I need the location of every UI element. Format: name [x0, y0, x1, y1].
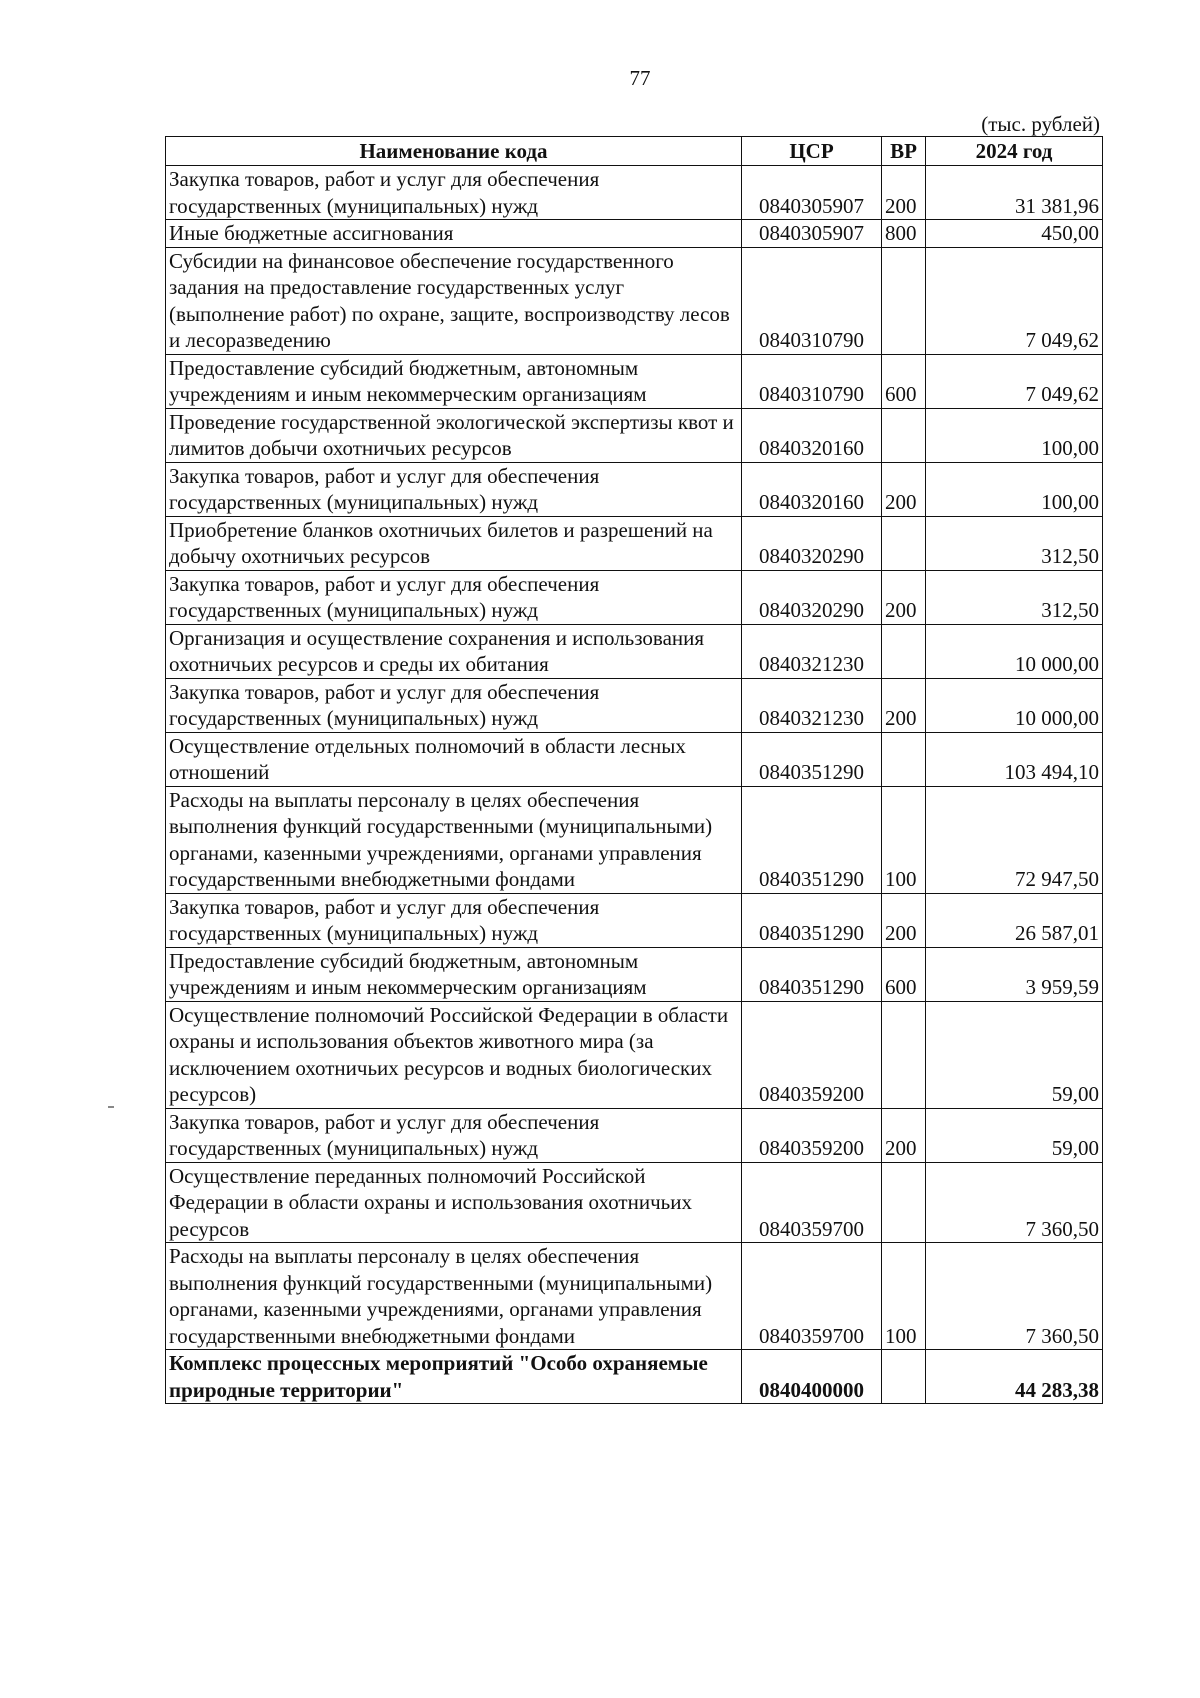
cell-csr: 0840351290: [742, 786, 882, 893]
table-row: [166, 1350, 1103, 1404]
cell-sum: 312,50: [926, 516, 1103, 570]
cell-csr: 0840359700: [742, 1243, 882, 1350]
cell-name: Осуществление отдельных полномочий в области лесных отношений: [166, 732, 742, 786]
cell-sum: 7 360,50: [926, 1243, 1103, 1350]
cell-sum: 26 587,01: [926, 893, 1103, 947]
cell-sum: 7 049,62: [926, 247, 1103, 354]
table-row: [166, 247, 1103, 354]
cell-csr: 0840320290: [742, 570, 882, 624]
table-row: [166, 570, 1103, 624]
header-name: Наименование кода: [166, 137, 742, 166]
unit-label: (тыс. рублей): [981, 112, 1100, 136]
table-row: [166, 220, 1103, 248]
cell-sum: 450,00: [926, 220, 1103, 248]
cell-name: Субсидии на финансовое обеспечение государственного задания на предоставление государственных услуг (выполнение работ) по охране, защите, воспроизводству лесов и лесоразведению: [166, 247, 742, 354]
cell-name: Закупка товаров, работ и услуг для обеспечения государственных (муниципальных) нужд: [166, 166, 742, 220]
cell-csr: 0840359200: [742, 1108, 882, 1162]
cell-vr: 200: [882, 166, 926, 220]
cell-name: Расходы на выплаты персоналу в целях обеспечения выполнения функций государственными (муниципальными) органами, казенными учреждениями, органами управления государственными внебюджетными фондами: [166, 786, 742, 893]
cell-sum: 312,50: [926, 570, 1103, 624]
cell-csr: 0840320290: [742, 516, 882, 570]
table-row: [166, 1108, 1103, 1162]
cell-sum: 7 360,50: [926, 1162, 1103, 1243]
cell-vr: 600: [882, 947, 926, 1001]
header-year: 2024 год: [926, 137, 1103, 166]
cell-vr: 600: [882, 354, 926, 408]
cell-name: Осуществление переданных полномочий Российской Федерации в области охраны и использования охотничьих ресурсов: [166, 1162, 742, 1243]
cell-name: Закупка товаров, работ и услуг для обеспечения государственных (муниципальных) нужд: [166, 1108, 742, 1162]
cell-name: Закупка товаров, работ и услуг для обеспечения государственных (муниципальных) нужд: [166, 570, 742, 624]
cell-name: Проведение государственной экологической экспертизы квот и лимитов добычи охотничьих ресурсов: [166, 408, 742, 462]
cell-sum: 7 049,62: [926, 354, 1103, 408]
cell-sum: 10 000,00: [926, 678, 1103, 732]
cell-vr: 200: [882, 893, 926, 947]
cell-csr: 0840351290: [742, 893, 882, 947]
table-row: [166, 893, 1103, 947]
cell-sum: 31 381,96: [926, 166, 1103, 220]
cell-sum: 59,00: [926, 1001, 1103, 1108]
cell-name: Закупка товаров, работ и услуг для обеспечения государственных (муниципальных) нужд: [166, 893, 742, 947]
cell-name: Предоставление субсидий бюджетным, автономным учреждениям и иным некоммерческим организациям: [166, 947, 742, 1001]
cell-sum: 10 000,00: [926, 624, 1103, 678]
cell-vr: 200: [882, 462, 926, 516]
cell-name: Иные бюджетные ассигнования: [166, 220, 742, 248]
cell-csr: 0840320160: [742, 408, 882, 462]
cell-csr: 0840305907: [742, 166, 882, 220]
cell-name: Расходы на выплаты персоналу в целях обеспечения выполнения функций государственными (муниципальными) органами, казенными учреждениями, органами управления государственными внебюджетными фондами: [166, 1243, 742, 1350]
cell-vr: [882, 732, 926, 786]
cell-sum: 3 959,59: [926, 947, 1103, 1001]
table-body: [166, 166, 1103, 1404]
cell-csr: 0840320160: [742, 462, 882, 516]
header-vr: ВР: [882, 137, 926, 166]
scan-mark: [108, 1106, 114, 1108]
table-row: [166, 624, 1103, 678]
table-row: [166, 462, 1103, 516]
cell-vr: 200: [882, 570, 926, 624]
cell-csr: 0840310790: [742, 247, 882, 354]
table-row: [166, 408, 1103, 462]
cell-vr: [882, 247, 926, 354]
cell-name: Приобретение бланков охотничьих билетов и разрешений на добычу охотничьих ресурсов: [166, 516, 742, 570]
cell-csr: 0840359700: [742, 1162, 882, 1243]
cell-csr: 0840321230: [742, 678, 882, 732]
cell-csr: 0840351290: [742, 732, 882, 786]
table-row: [166, 516, 1103, 570]
cell-sum: 100,00: [926, 408, 1103, 462]
cell-csr: 0840400000: [742, 1350, 882, 1404]
cell-csr: 0840305907: [742, 220, 882, 248]
table-row: [166, 732, 1103, 786]
cell-sum: 103 494,10: [926, 732, 1103, 786]
cell-name: Осуществление полномочий Российской Федерации в области охраны и использования объектов животного мира (за исключением охотничьих ресурсов и водных биологических ресурсов): [166, 1001, 742, 1108]
cell-vr: 800: [882, 220, 926, 248]
table-row: [166, 1001, 1103, 1108]
table-row: [166, 678, 1103, 732]
cell-vr: [882, 1162, 926, 1243]
table-row: [166, 1162, 1103, 1243]
cell-sum: 100,00: [926, 462, 1103, 516]
cell-vr: [882, 408, 926, 462]
cell-vr: 200: [882, 1108, 926, 1162]
cell-name: Закупка товаров, работ и услуг для обеспечения государственных (муниципальных) нужд: [166, 678, 742, 732]
budget-table: [165, 136, 1103, 1404]
cell-sum: 44 283,38: [926, 1350, 1103, 1404]
cell-vr: [882, 1350, 926, 1404]
table-row: [166, 1243, 1103, 1350]
cell-csr: 0840351290: [742, 947, 882, 1001]
cell-csr: 0840359200: [742, 1001, 882, 1108]
cell-name: Предоставление субсидий бюджетным, автономным учреждениям и иным некоммерческим организациям: [166, 354, 742, 408]
table-row: [166, 947, 1103, 1001]
table-row: [166, 166, 1103, 220]
table-row: [166, 354, 1103, 408]
table-row: [166, 786, 1103, 893]
table-header-row: [166, 137, 1103, 166]
cell-sum: 72 947,50: [926, 786, 1103, 893]
cell-csr: 0840321230: [742, 624, 882, 678]
cell-vr: [882, 624, 926, 678]
cell-vr: 100: [882, 1243, 926, 1350]
cell-name: Комплекс процессных мероприятий "Особо охраняемые природные территории": [166, 1350, 742, 1404]
header-csr: ЦСР: [742, 137, 882, 166]
cell-vr: 200: [882, 678, 926, 732]
page-number: 77: [629, 66, 651, 90]
cell-name: Организация и осуществление сохранения и использования охотничьих ресурсов и среды их обитания: [166, 624, 742, 678]
cell-name: Закупка товаров, работ и услуг для обеспечения государственных (муниципальных) нужд: [166, 462, 742, 516]
cell-csr: 0840310790: [742, 354, 882, 408]
cell-vr: 100: [882, 786, 926, 893]
cell-vr: [882, 1001, 926, 1108]
cell-sum: 59,00: [926, 1108, 1103, 1162]
cell-vr: [882, 516, 926, 570]
